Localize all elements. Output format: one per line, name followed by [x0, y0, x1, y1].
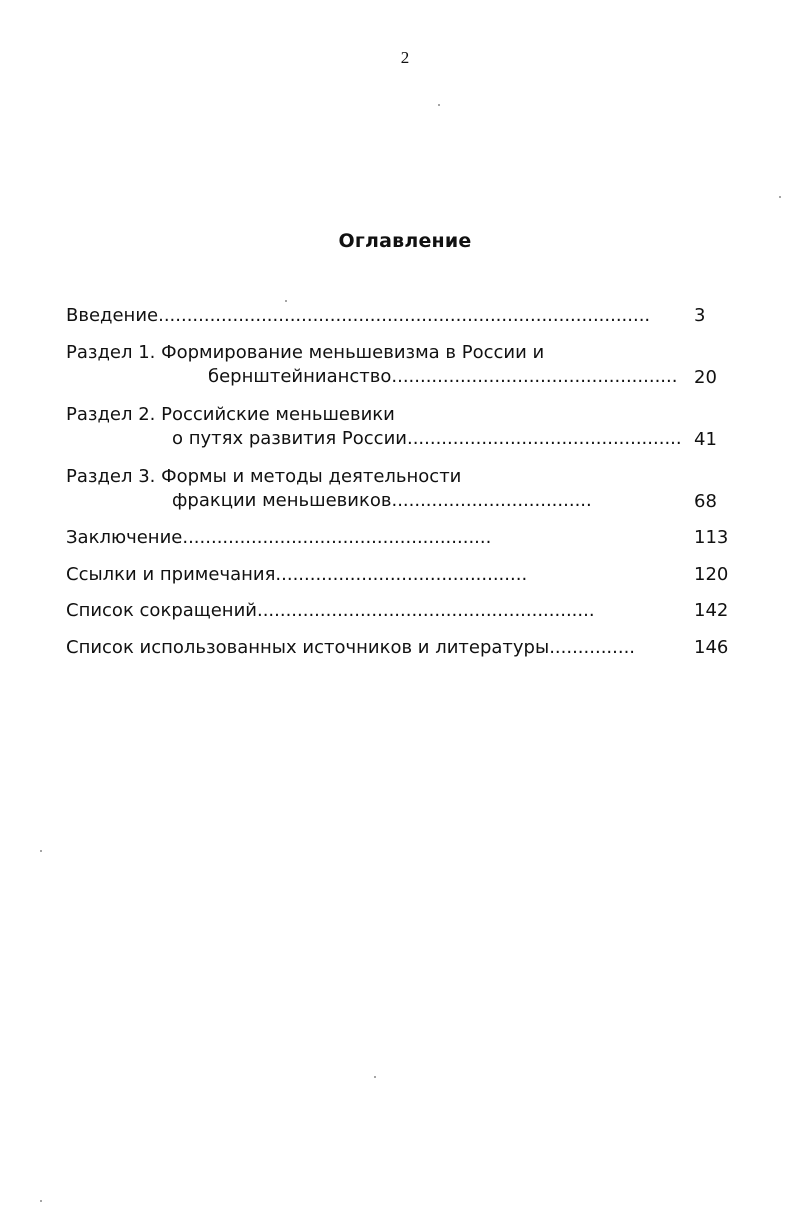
- toc-leader-dots: ......................................................................................: [158, 305, 651, 326]
- toc-entry-conclusion[interactable]: [66, 526, 491, 550]
- scan-speck: [779, 196, 781, 198]
- toc-entry-introduction[interactable]: [66, 304, 650, 328]
- toc-entry-bibliography[interactable]: [66, 636, 635, 660]
- toc-leader-dots: ................................................: [406, 428, 682, 449]
- toc-page-number: 120: [694, 564, 729, 585]
- toc-page-number: 146: [694, 637, 729, 658]
- toc-page-number: 3: [694, 305, 706, 326]
- toc-leader-dots: ......................................................: [182, 527, 492, 548]
- toc-entry-section-2[interactable]: [66, 403, 682, 451]
- toc-entry-label-cont: о путях развития России: [172, 428, 407, 449]
- toc-page-number: 142: [694, 600, 729, 621]
- toc-entry-label: Список использованных источников и литературы: [66, 637, 550, 658]
- scan-speck: [40, 1200, 42, 1202]
- toc-page-number: 41: [694, 429, 717, 450]
- toc-page-number: 68: [694, 491, 717, 512]
- toc-leader-dots: ...................................: [391, 490, 592, 511]
- page-title: Оглавление: [338, 230, 472, 252]
- scan-speck: [374, 1076, 376, 1078]
- toc-entry-label: Раздел 1. Формирование меньшевизма в России и: [66, 342, 545, 363]
- toc-entry-abbreviations[interactable]: [66, 599, 595, 623]
- toc-entry-label-cont: бернштейнианство: [208, 366, 392, 387]
- toc-entry-label: Ссылки и примечания: [66, 564, 276, 585]
- scan-speck: [438, 104, 440, 106]
- toc-leader-dots: ...............: [549, 637, 636, 658]
- toc-page-number: 20: [694, 367, 717, 388]
- toc-leader-dots: ............................................: [275, 564, 528, 585]
- toc-leader-dots: ..................................................: [391, 366, 678, 387]
- toc-entry-references[interactable]: [66, 563, 527, 587]
- toc-entry-section-3[interactable]: [66, 465, 592, 513]
- toc-entry-section-1[interactable]: [66, 341, 677, 389]
- toc-entry-label: Раздел 2. Российские меньшевики: [66, 404, 395, 425]
- toc-entry-label: Заключение: [66, 527, 183, 548]
- page-number: 2: [400, 48, 410, 67]
- toc-page-number: 113: [694, 527, 729, 548]
- toc-entry-label: Введение: [66, 305, 159, 326]
- scan-speck: [285, 300, 287, 302]
- scan-speck: [40, 850, 42, 852]
- toc-entry-label-cont: фракции меньшевиков: [172, 490, 392, 511]
- toc-leader-dots: ...........................................................: [256, 600, 595, 621]
- toc-entry-label: Список сокращений: [66, 600, 257, 621]
- toc-entry-label: Раздел 3. Формы и методы деятельности: [66, 466, 462, 487]
